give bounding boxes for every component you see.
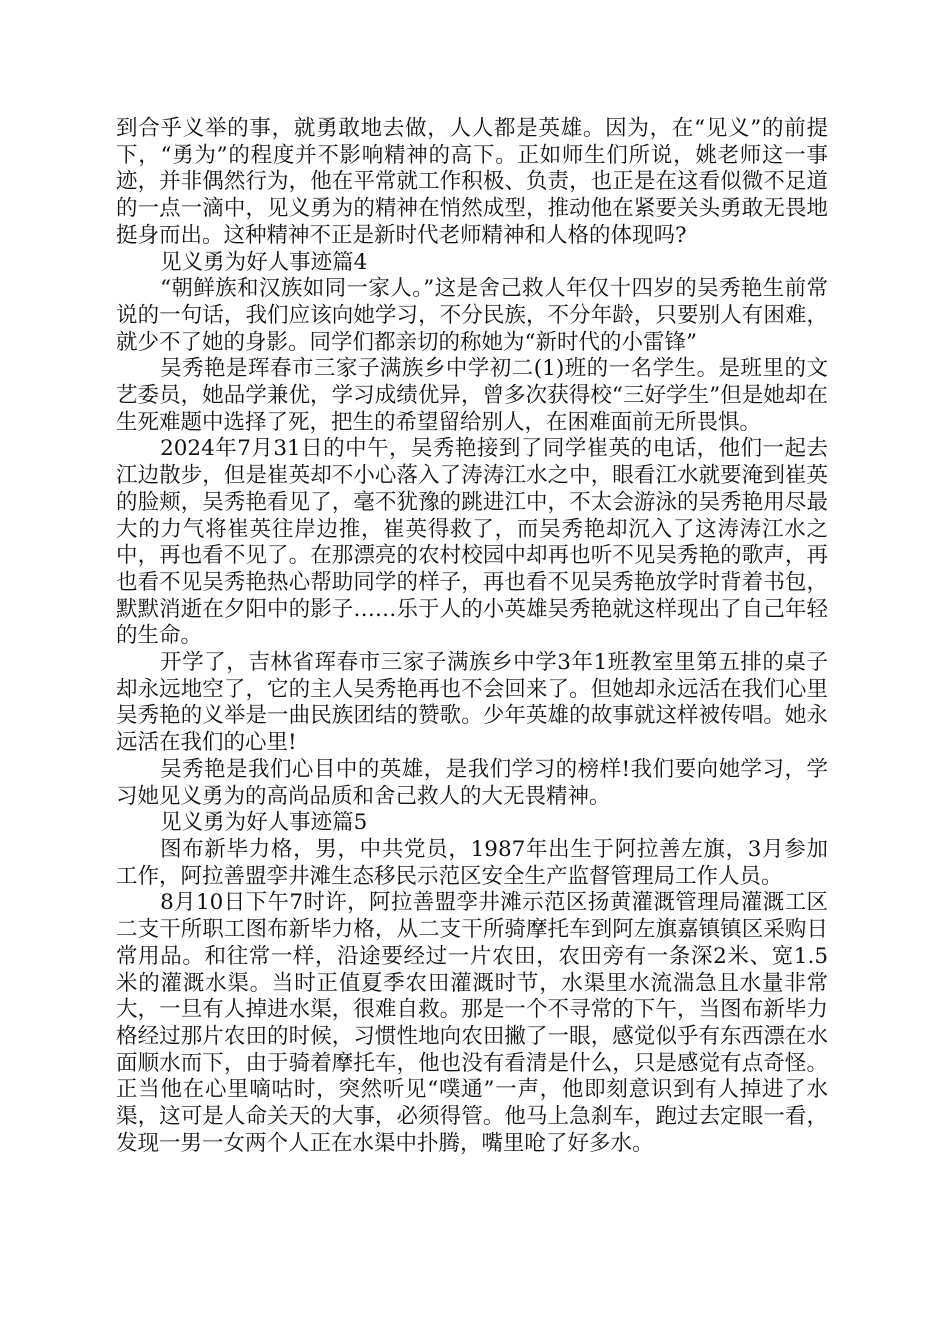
- paragraph: 吴秀艳是我们心目中的英雄，是我们学习的榜样!我们要向她学习，学习她见义勇为的高尚品质和舍己救人的大无畏精神。: [116, 756, 828, 809]
- paragraph-continuation: 到合乎义举的事，就勇敢地去做，人人都是英雄。因为，在“见义”的前提下，“勇为”的程度并不影响精神的高下。正如师生们所说，姚老师这一事迹，并非偶然行为，他在平常就工作积极、负责，也正是在这看似微不足道的一点一滴中，见义勇为的精神在悄然成型，推动他在紧要关头勇敢无畏地挺身而出。这种精神不正是新时代老师精神和人格的体现吗?: [116, 116, 828, 248]
- paragraph: 图布新毕力格，男，中共党员，1987年出生于阿拉善左旗，3月参加工作，阿拉善盟孪井滩生态移民示范区安全生产监督管理局工作人员。: [116, 836, 828, 889]
- paragraph: 2024年7月31日的中午，吴秀艳接到了同学崔英的电话，他们一起去江边散步，但是崔英却不小心落入了涛涛江水之中，眼看江水就要淹到崔英的脸颊，吴秀艳看见了，毫不犹豫的跳进江中，不太会游泳的吴秀艳用尽最大的力气将崔英往岸边推，崔英得救了，而吴秀艳却沉入了这涛涛江水之中，再也看不见了。在那漂亮的农村校园中却再也听不见吴秀艳的歌声，再也看不见吴秀艳热心帮助同学的样子，再也看不见吴秀艳放学时背着书包，默默消逝在夕阳中的影子……乐于人的小英雄吴秀艳就这样现出了自己年轻的生命。: [116, 436, 828, 649]
- paragraph: 8月10日下午7时许，阿拉善盟孪井滩示范区扬黄灌溉管理局灌溉工区二支干所职工图布新毕力格，从二支干所骑摩托车到阿左旗嘉镇镇区采购日常用品。和往常一样，沿途要经过一片农田，农田旁有一条深2米、宽1.5米的灌溉水渠。当时正值夏季农田灌溉时节，水渠里水流湍急且水量非常大，一旦有人掉进水渠，很难自救。那是一个不寻常的下午，当图布新毕力格经过那片农田的时候，习惯性地向农田撇了一眼，感觉似乎有东西漂在水面顺水而下，由于骑着摩托车，他也没有看清是什么，只是感觉有点奇怪。正当他在心里嘀咕时，突然听见“噗通”一声，他即刻意识到有人掉进了水渠，这可是人命关天的大事，必须得管。他马上急刹车，跑过去定眼一看，发现一男一女两个人正在水渠中扑腾，嘴里呛了好多水。: [116, 890, 828, 1156]
- paragraph: 开学了，吉林省珲春市三家子满族乡中学3年1班教室里第五排的桌子却永远地空了，它的主人吴秀艳再也不会回来了。但她却永远活在我们心里吴秀艳的义举是一曲民族团结的赞歌。少年英雄的故事就这样被传唱。她永远活在我们的心里!: [116, 650, 828, 756]
- paragraph: 吴秀艳是珲春市三家子满族乡中学初二(1)班的一名学生。是班里的文艺委员，她品学兼优，学习成绩优异，曾多次获得校“三好学生”但是她却在生死难题中选择了死，把生的希望留给别人，在困难面前无所畏惧。: [116, 356, 828, 435]
- document-body: [116, 116, 828, 1157]
- section-heading-4: 见义勇为好人事迹篇4: [160, 249, 368, 275]
- section-heading-5: 见义勇为好人事迹篇5: [160, 810, 368, 836]
- paragraph: “朝鲜族和汉族如同一家人。”这是舍己救人年仅十四岁的吴秀艳生前常说的一句话，我们应该向她学习，不分民族，不分年龄，只要别人有困难，就少不了她的身影。同学们都亲切的称她为“新时代的小雷锋”: [116, 276, 828, 355]
